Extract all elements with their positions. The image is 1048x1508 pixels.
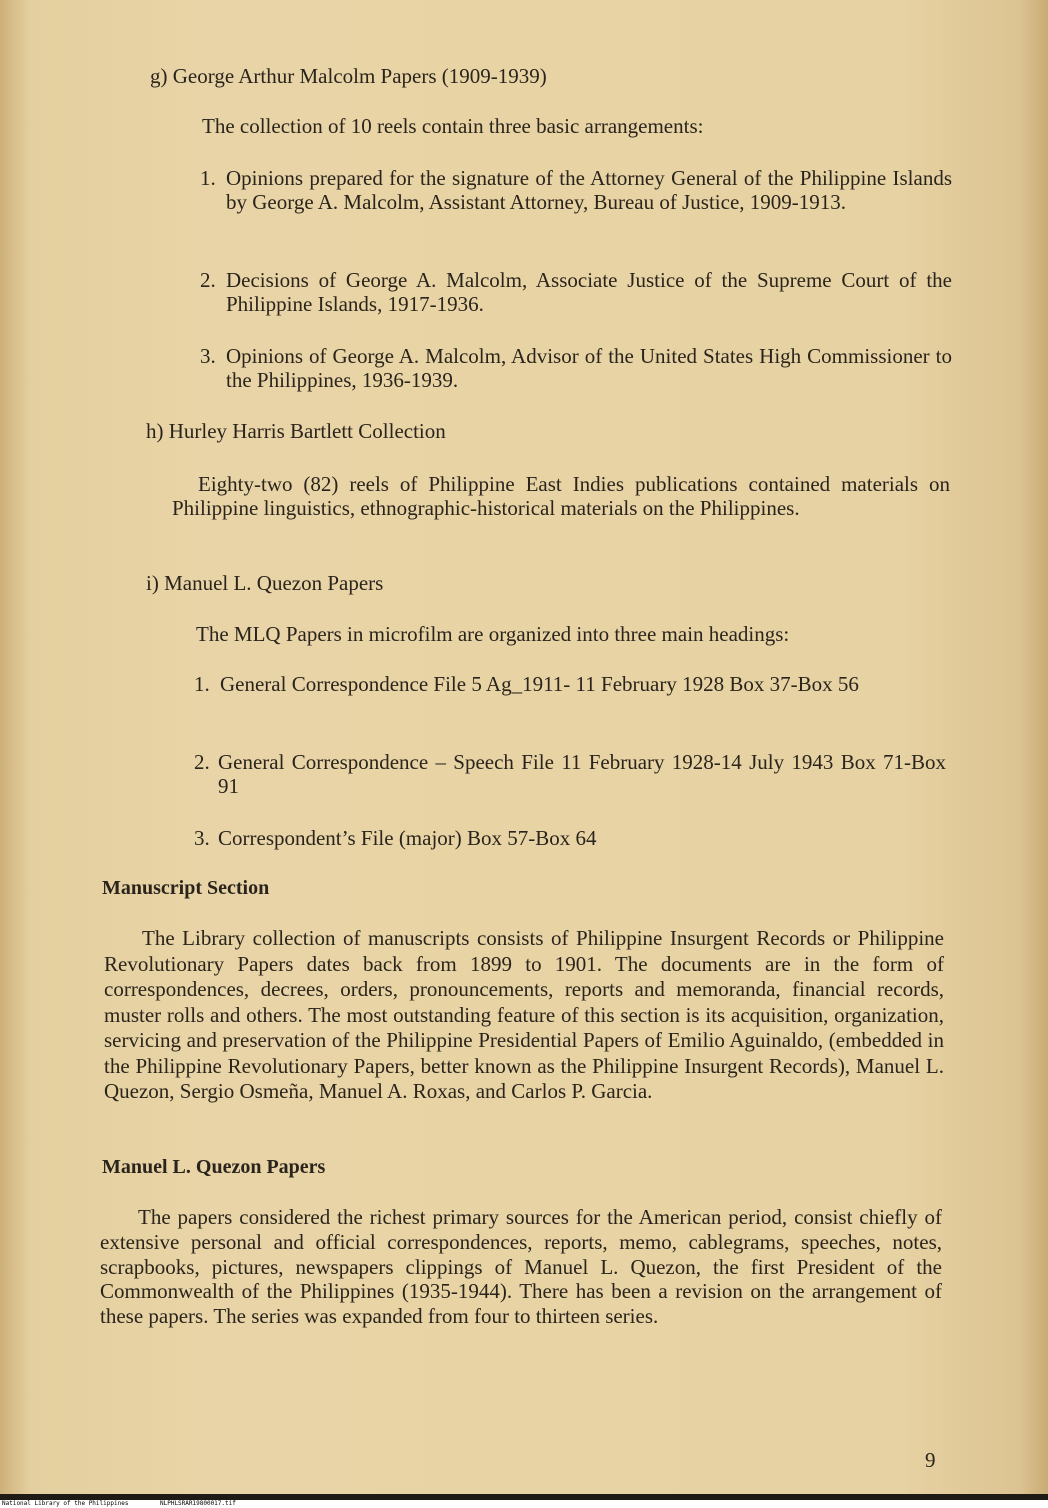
list-item-text: Opinions prepared for the signature of the Attorney General of the Philippine Islands by George A. Malcolm, Assistant Attorney, Bureau of Justice, 1909-1913. (226, 166, 952, 214)
list-item-text: Opinions of George A. Malcolm, Advisor of the United States High Commissioner to the Philippines, 1936-1939. (226, 344, 952, 392)
scan-footer (0, 1500, 1048, 1508)
list-number: 1. (194, 672, 210, 696)
list-number: 3. (200, 344, 216, 368)
list-item-text: General Correspondence File 5 Ag_1911- 11 February 1928 Box 37-Box 56 (220, 672, 859, 696)
quezon-papers-heading: Manuel L. Quezon Papers (102, 1156, 326, 1178)
malcolm-item-2 (200, 268, 952, 316)
quezon-microfilm-item-2 (194, 750, 946, 798)
quezon-microfilm-item-1 (194, 672, 946, 720)
quezon-papers-text: The papers considered the richest primary sources for the American period, consist chiefly of extensive personal and official correspondences, reports, memo, cablegrams, speeches, notes, scrapbooks, pictures, newspapers clippings of Manuel L. Quezon, the first President of the Commonwealth of the Philippines (1935-1944). There has been a revision on the arrangement of these papers. The series was expanded from four to thirteen series. (100, 1205, 942, 1329)
malcolm-item-1 (200, 166, 952, 238)
quezon-microfilm-item-3 (194, 826, 946, 850)
manuscript-text: The Library collection of manuscripts consists of Philippine Insurgent Records or Philippine Revolutionary Papers dates back from 1899 to 1901. The documents are in the form of correspondences, decrees, orders, pronouncements, reports and memoranda, financial records, muster rolls and others. The most outstanding feature of this section is its acquisition, organization, servicing and preservation of the Philippine Presidential Papers of Emilio Aguinaldo, (embedded in the Philippine Revolutionary Papers, better known as the Philippine Insurgent Records), Manuel L. Quezon, Sergio Osmeña, Manuel A. Roxas, and Carlos P. Garcia. (104, 926, 944, 1103)
malcolm-item-3 (200, 344, 952, 392)
list-item-text: General Correspondence – Speech File 11 February 1928-14 July 1943 Box 71-Box 91 (218, 750, 946, 798)
quezon-microfilm-heading: i) Manuel L. Quezon Papers (146, 571, 384, 595)
page-number: 9 (925, 1448, 936, 1472)
footer-library: National Library of the Philippines (2, 1500, 129, 1507)
malcolm-heading: g) George Arthur Malcolm Papers (1909-1939) (150, 64, 547, 88)
bartlett-text: Eighty-two (82) reels of Philippine East Indies publications contained materials on Philippine linguistics, ethnographic-historical materials on the Philippines. (172, 472, 950, 520)
list-number: 2. (194, 750, 210, 774)
footer-filename: NLPHLSRAR19800017.tif (160, 1500, 236, 1507)
manuscript-heading: Manuscript Section (102, 877, 270, 899)
list-number: 1. (200, 166, 216, 190)
list-item-text: Decisions of George A. Malcolm, Associate Justice of the Supreme Court of the Philippine Islands, 1917-1936. (226, 268, 952, 316)
list-number: 3. (194, 826, 210, 850)
quezon-microfilm-intro: The MLQ Papers in microfilm are organized into three main headings: (196, 622, 790, 646)
list-item-text: Correspondent’s File (major) Box 57-Box 64 (218, 826, 597, 850)
bartlett-heading: h) Hurley Harris Bartlett Collection (146, 419, 446, 443)
malcolm-intro: The collection of 10 reels contain three basic arrangements: (202, 114, 704, 138)
list-number: 2. (200, 268, 216, 292)
